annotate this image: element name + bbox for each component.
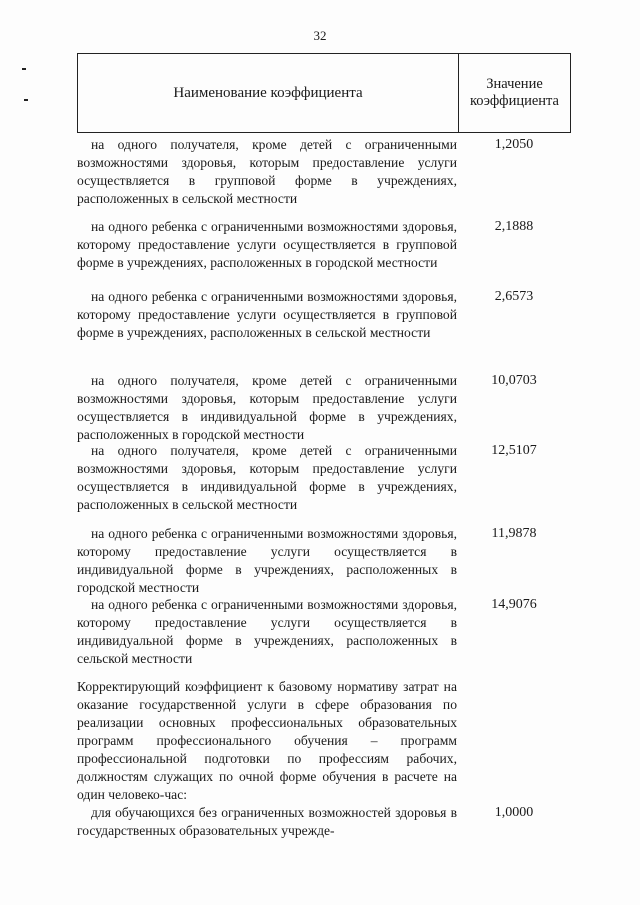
coefficient-value: 2,1888 [494,219,534,234]
coefficient-name: на одного получателя, кроме детей с ограниченными возможностями здоровья, которым предоставление услуги осуществляется в индивидуальной форме в учреждениях, расположенных в сельской местности [77,443,457,512]
coefficient-value: 11,9878 [491,526,537,541]
coefficient-value: 2,6573 [494,289,534,304]
coefficient-name: на одного ребенка с ограниченными возможностями здоровья, которому предоставление услуги осуществляется в групповой форме в учреждениях, расположенных в городской местности [77,219,457,270]
coefficient-name: Корректирующий коэффициент к базовому нормативу затрат на оказание государственной услуги в сфере образования по реализации основных профессиональных образовательных программ профессионального обучения – программ профессиональной подготовки по профессиям рабочих, должностям служащих по очной форме обучения в расчете на один человеко-час: [77,679,457,802]
coefficient-name: на одного получателя, кроме детей с ограниченными возможностями здоровья, которым предоставление услуги осуществляется в групповой форме в учреждениях, расположенных в сельской местности [77,137,457,206]
coefficient-name: на одного получателя, кроме детей с ограниченными возможностями здоровья, которым предоставление услуги осуществляется в индивидуальной форме в учреждениях, расположенных в городской местности [77,373,457,442]
header-value-column: Значение коэффициента [469,76,559,109]
page-number: 32 [313,28,327,43]
scan-mark [24,99,28,101]
coefficient-name: для обучающихся без ограниченных возможностей здоровья в государственных образовательных учрежде- [77,805,457,838]
coefficient-value: 1,0000 [494,805,534,820]
coefficient-value: 10,0703 [491,373,537,388]
coefficient-name: на одного ребенка с ограниченными возможностями здоровья, которому предоставление услуги осуществляется в групповой форме в учреждениях, расположенных в сельской местности [77,289,457,340]
coefficient-name: на одного ребенка с ограниченными возможностями здоровья, которому предоставление услуги осуществляется в индивидуальной форме в учреждениях, расположенных в городской местности [77,526,457,595]
scan-mark [22,68,26,70]
coefficient-value: 14,9076 [491,597,537,612]
header-name-column: Наименование коэффициента [78,54,459,132]
coefficient-name: на одного ребенка с ограниченными возможностями здоровья, которому предоставление услуги осуществляется в индивидуальной форме в учреждениях, расположенных в сельской местности [77,597,457,666]
coefficient-value: 12,5107 [491,443,537,458]
coefficient-value: 1,2050 [494,137,534,152]
table-header [77,53,571,133]
